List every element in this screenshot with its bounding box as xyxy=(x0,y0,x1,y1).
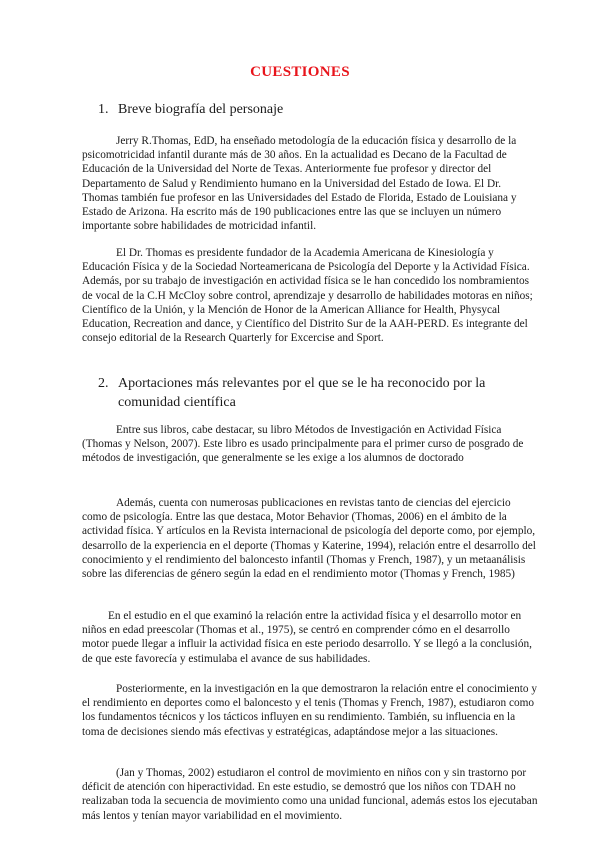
paragraph-text: Además, cuenta con numerosas publicaciones en revistas tanto de ciencias del ejercicio como de psicología. Entre las que destaca, Motor Behavior (Thomas, 2006) en el ámbito de la actividad física. Y artículos en la Revista internacional de psicología del deporte como, por ejemplo, desarrollo de la experiencia en el deporte (Thomas y Katerine, 1994), relación entre el desarrollo del conocimiento y el rendimiento del baloncesto infantil (Thomas y French, 1987), y un metaanálisis sobre las diferencias de género según la edad en el rendimiento motor (Thomas y French, 1985) xyxy=(82,497,536,581)
paragraph-text: Posteriormente, en la investigación en la que demostraron la relación entre el conocimiento y el rendimiento en deportes como el baloncesto y el tenis (Thomas y French, 1987), estudiaron como los fundamentos técnicos y los tácticos influyen en su rendimiento. También, su influencia en la toma de decisiones siendo más efectivas y estratégicas, adaptándose mejor a las situaciones. xyxy=(82,683,537,738)
paragraph xyxy=(82,682,538,739)
paragraph xyxy=(82,766,538,823)
paragraph xyxy=(82,609,538,666)
section-number: 1. xyxy=(98,102,109,117)
paragraph-text: En el estudio en el que examinó la relación entre la actividad física y el desarrollo motor en niños en edad preescolar (Thomas et al., 1975), se centró en comprender cómo en el desarrollo motor puede llegar a influir la actividad física en este periodo desarrollo. Y se llegó a la conclusión, de que este favorecía y estimulaba el avance de sus habilidades. xyxy=(82,610,532,665)
section-heading-1 xyxy=(98,100,518,119)
paragraph-text: (Jan y Thomas, 2002) estudiaron el control de movimiento en niños con y sin trastorno por déficit de atención con hiperactividad. En este estudio, se demostró que los niños con TDAH no realizaban toda la secuencia de movimiento como una unidad funcional, además estos los ejecutaban más lentos y tenían mayor variabilidad en el movimiento. xyxy=(82,767,538,822)
section-heading-2 xyxy=(98,374,518,412)
section-heading-text: Breve biografía del personaje xyxy=(118,102,284,117)
paragraph-text: Jerry R.Thomas, EdD, ha enseñado metodología de la educación física y desarrollo de la psicomotricidad infantil durante más de 30 años. En la actualidad es Decano de la Facultad de Educación de la Universidad del Norte de Texas. Anteriormente fue profesor y director del Departamento de Salud y Rendimiento humano en la Universidad del Estado de Iowa. El Dr. Thomas también fue profesor en las Universidades del Estado de Florida, Estado de Louisiana y Estado de Arizona. Ha escrito más de 190 publicaciones entre las que se incluyen un número importante sobre habilidades de motricidad infantil. xyxy=(82,135,517,233)
paragraph-text: Entre sus libros, cabe destacar, su libro Métodos de Investigación en Actividad Física (Thomas y Nelson, 2007). Este libro es usado principalmente para el primer curso de posgrado de métodos de investigación, que generalmente se les exige a los alumnos de doctorado xyxy=(82,424,524,465)
section-heading-text: Aportaciones más relevantes por el que se le ha reconocido por la comunidad científica xyxy=(118,376,486,410)
paragraph xyxy=(82,246,538,345)
paragraph-text: El Dr. Thomas es presidente fundador de la Academia Americana de Kinesiología y Educación Física y de la Sociedad Norteamericana de Psicología del Deporte y la Actividad Física. Además, por su trabajo de investigación en actividad física se le han concedido los nombramientos de vocal de la C.H McCloy sobre control, aprendizaje y desarrollo de habilidades motoras en niños; Científico de la Unión, y la Mención de Honor de la American Alliance for Health, Physycal Education, Recreation and dance, y Científico del Distrito Sur de la AAH-PERD. Es integrante del consejo editorial de la Research Quarterly for Excercise and Sport. xyxy=(82,247,533,345)
paragraph xyxy=(82,496,538,581)
paragraph xyxy=(82,423,538,466)
paragraph xyxy=(82,134,538,233)
page-title: CUESTIONES xyxy=(250,64,350,80)
section-number: 2. xyxy=(98,376,109,391)
